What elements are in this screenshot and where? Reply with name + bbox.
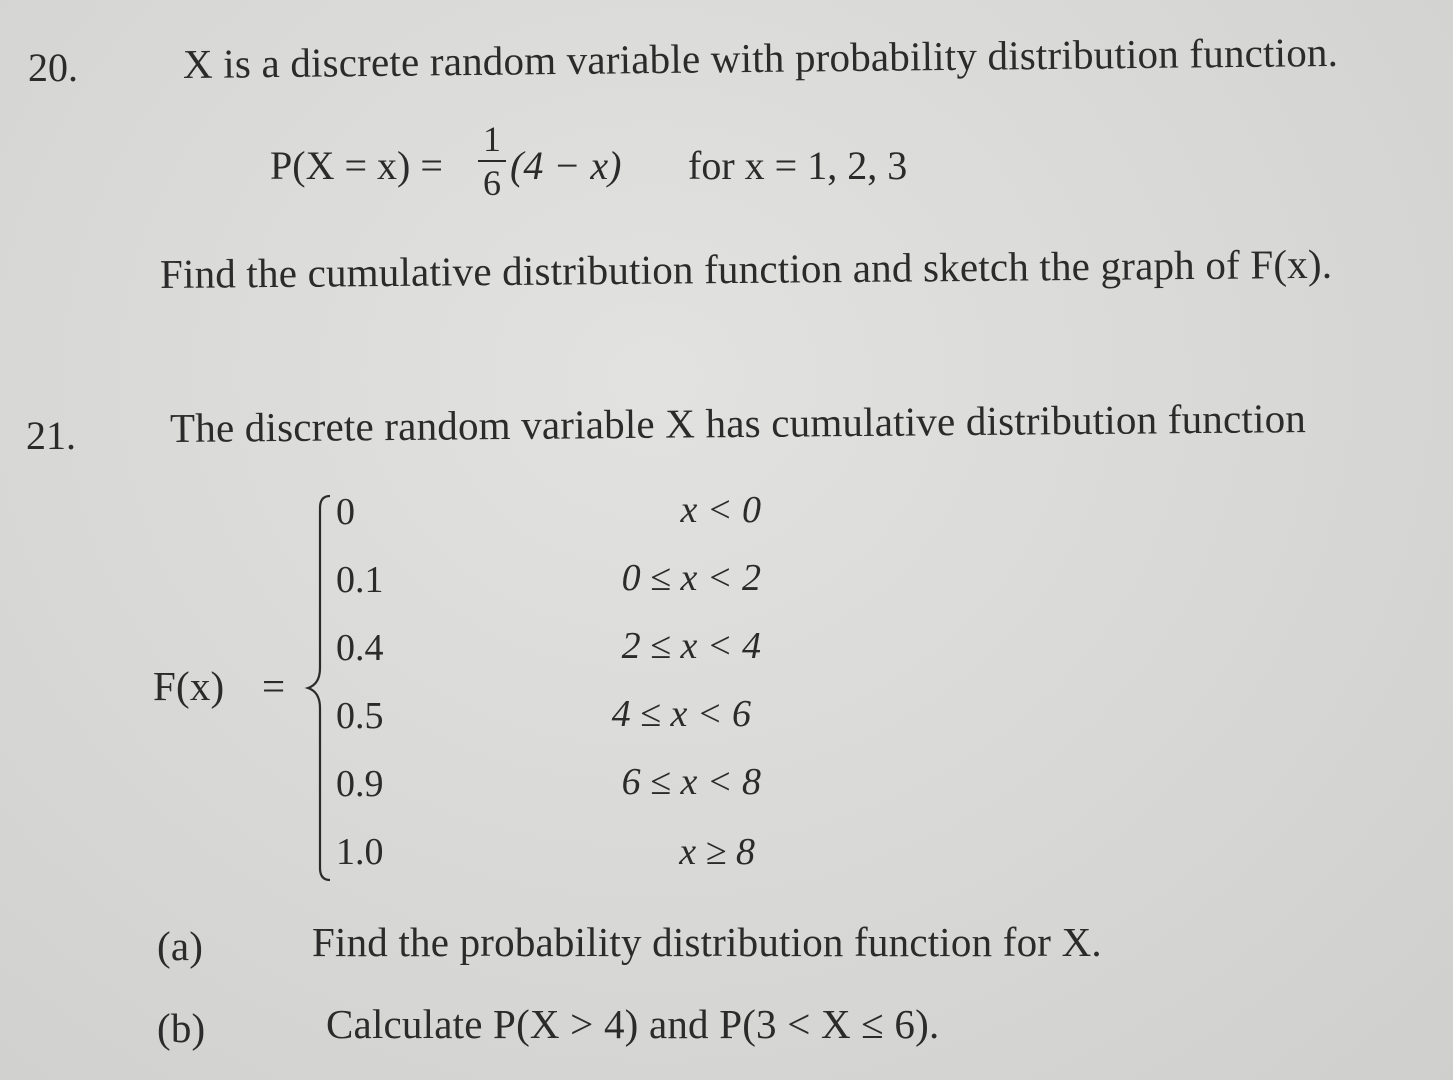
case-condition: 0 ≤ x < 2: [621, 557, 761, 599]
fraction-bar: [478, 160, 506, 162]
case-condition: 4 ≤ x < 6: [611, 693, 751, 735]
formula-lhs: P(X = x) =: [270, 143, 443, 188]
case-value: 0: [336, 491, 355, 533]
case-value: 0.4: [336, 627, 384, 669]
formula-rhs: (4 − x): [510, 143, 622, 188]
case-value: 0.1: [336, 559, 384, 601]
question-21-intro: The discrete random variable X has cumulative distribution function: [169, 395, 1307, 451]
question-20-intro: X is a discrete random variable with probability distribution function.: [182, 28, 1339, 87]
case-condition: x < 0: [680, 489, 761, 531]
piecewise-brace: [300, 492, 340, 884]
fraction-denominator: 6: [483, 163, 501, 203]
formula-domain: for x = 1, 2, 3: [688, 143, 908, 188]
case-condition: 2 ≤ x < 4: [621, 625, 761, 667]
cdf-label: F(x): [153, 663, 225, 709]
case-value: 0.9: [336, 763, 384, 805]
part-label: (b): [157, 1005, 206, 1051]
case-value: 0.5: [336, 695, 384, 737]
case-condition: x ≥ 8: [679, 831, 755, 873]
question-20-task: Find the cumulative distribution function and sketch the graph of F(x).: [159, 240, 1333, 297]
formula-fraction: [478, 120, 506, 202]
question-20-number: 20.: [28, 45, 78, 90]
part-label: (a): [157, 923, 204, 969]
part-text: Find the probability distribution function for X.: [312, 919, 1102, 965]
case-value: 1.0: [336, 831, 384, 873]
fraction-numerator: 1: [483, 119, 501, 159]
cdf-equals-sign: =: [262, 663, 286, 709]
question-21-number: 21.: [26, 413, 76, 458]
case-condition: 6 ≤ x < 8: [621, 761, 761, 803]
part-text: Calculate P(X > 4) and P(3 < X ≤ 6).: [326, 1001, 940, 1047]
